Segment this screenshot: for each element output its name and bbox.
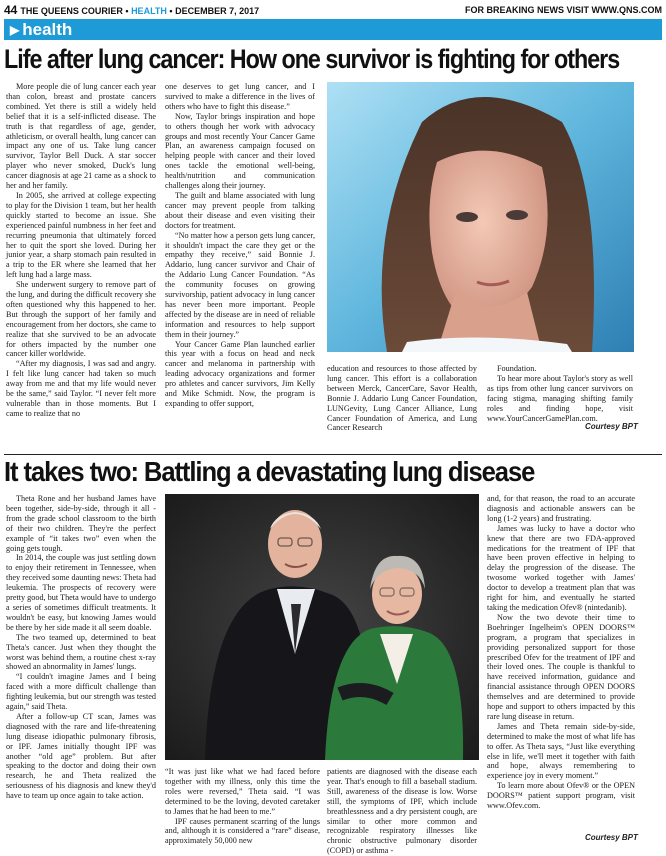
paragraph: In 2005, she arrived at college expecting to play for the Division 1 team, but her health quickly started to become an issue. She experienced painful numbness in her feet and recurring pneumonia that ultimately forced her to quit the sport she loved. During her junior year, a sharp stomach pain resulted in a trip to the ER where she learned that her left lung had a large mass. [6, 190, 156, 280]
paragraph: She underwent surgery to remove part of the lung, and during the difficult recovery she often questioned why this happened to her. But through the support of her family and encouragement from her doctors, she came to realize that she survived to be an advocate for others impacted by the number one cancer killer worldwide. [6, 280, 156, 359]
paragraph: one deserves to get lung cancer, and I survived to make a difference in the lives of others who have to fight this disease.” [165, 82, 315, 111]
masthead-separator: • [125, 6, 129, 16]
couple-photo [165, 494, 479, 760]
paragraph: and, for that reason, the road to an accurate diagnosis and actionable answers can be long (1-2 years) and frustrating. [487, 494, 635, 523]
article1-column-2 [165, 82, 315, 448]
article1-headline: Life after lung cancer: How one survivor is fighting for others [4, 44, 620, 74]
section-name: HEALTH [131, 6, 167, 16]
paragraph: To learn more about Ofev® or the OPEN DOORS™ patient support program, visit www.Ofev.com. [487, 781, 635, 811]
section-bar-label: health [22, 19, 73, 39]
paragraph: To hear more about Taylor's story as well as tips from other lung cancer survivors on facing stigma, managing shifting family roles and finding hope, visit www.YourCancerGamePlan.com. [487, 373, 633, 423]
paragraph: “I couldn't imagine James and I being faced with a more difficult challenge than fighting leukemia, but our strength was tested again,” said Theta. [6, 672, 156, 712]
masthead-left [4, 3, 259, 17]
article2-column-4 [487, 494, 635, 831]
paragraph: James and Theta remain side-by-side, determined to make the most of what life has to offer. As Theta says, “Just like everything else in life, we'll meet it together with faith and hope, always remembering to experience joy in every moment.” [487, 721, 635, 781]
article-divider [4, 454, 662, 455]
section-bar [4, 19, 662, 40]
issue-date: DECEMBER 7, 2017 [175, 6, 260, 16]
paragraph: IPF causes permanent scarring of the lungs and, although it is considered a “rare” disease, approximately 50,000 new [165, 816, 320, 846]
paragraph: Now the two devote their time to Boehringer Ingelheim's OPEN DOORS™ program, a program that specializes in providing personalized support for those prescribed Ofev for the treatment of IPF and their loved ones. The couple is thankful to have received information, guidance and financial assistance through OPEN DOORS themselves and are determined to provide hope and support to others impacted by this rare lung disease in return. [487, 612, 635, 721]
page-number: 44 [4, 3, 18, 17]
portrait-illustration [327, 82, 634, 352]
article2-headline: It takes two: Battling a devastating lung disease [4, 456, 535, 487]
paragraph: “No matter how a person gets lung cancer, it shouldn't impact the care they get or the empathy they receive,” said Bonnie J. Addario, lung cancer survivor and Chair of the Addario Lung Cancer Foundation. “As the community focuses on growing survivorship, patient advocacy in lung cancer has never been more important. People affected by the disease are in need of reliable information and resources to help support them in their journey.” [165, 230, 315, 339]
chevron-right-icon: ▶ [10, 22, 20, 37]
paragraph: The guilt and blame associated with lung cancer may prevent people from talking about their disease and even visiting their doctors for treatment. [165, 190, 315, 230]
article1-column-3 [327, 364, 477, 448]
paragraph: “After my diagnosis, I was sad and angry. I felt like lung cancer had taken so much away from me and that my life would never be the same,” said Taylor. “I never felt more vulnerable than in those moments. But I came to realize that no [6, 359, 156, 418]
masthead-separator: • [169, 6, 173, 16]
paragraph: education and resources to those affected by lung cancer. This effort is a collaboration between Merck, CancerCare, Savor Health, Bonnie J. Addario Lung Cancer Foundation, LUNGevity, Lung Cancer Alliance, Lung Cancer Foundation of America, and Lung Cancer Research [327, 364, 477, 433]
article2-photo-credit: Courtesy BPT [585, 833, 638, 842]
paragraph: More people die of lung cancer each year than colon, breast and prostate cancers combined. Yet there is still a widely held belief that it is a self-inflicted disease. The truth is that regardless of age, gender, athleticism, or overall health, lung cancer can impact any one of us. Take lung cancer survivor, Taylor Bell Duck. A star soccer player who never smoked, Duck's lung cancer diagnosis at age 21 came as a shock to her and her family. [6, 82, 156, 191]
paragraph: In 2014, the couple was just settling down to enjoy their retirement in Tennessee, when they received some daunting news: Theta had leukemia. The prospects of recovery were pretty good, but Theta would have to undergo a series of sometimes difficult treatments. It wouldn't be easy, but knowing James would be there by her side made it all seem doable. [6, 553, 156, 632]
paragraph: “It was just like what we had faced before together with my illness, only this time the roles were reversed,” Theta said. “I was determined to be the loving, devoted caretaker to James that he had been to me.” [165, 767, 320, 816]
paragraph: After a follow-up CT scan, James was diagnosed with the rare and life-threatening lung disease idiopathic pulmonary fibrosis, or IPF. James initially thought IPF was another “old age” problem. But after speaking to the doctor and doing their own research, he and Theta realized the seriousness of his diagnosis and knew they'd have to team up once again to take action. [6, 711, 156, 801]
article1-photo-credit: Courtesy BPT [585, 422, 638, 431]
masthead [4, 3, 662, 17]
paragraph: Your Cancer Game Plan launched earlier this year with a focus on head and neck cancer and melanoma in partnership with leading advocacy organizations and former pro athletes and cancer survivors, Jim Kelly and Mike Schmidt. Now, the program is expanding to offer support, [165, 339, 315, 408]
breaking-news-link[interactable]: FOR BREAKING NEWS VISIT WWW.QNS.COM [465, 5, 662, 15]
paragraph: Now, Taylor brings inspiration and hope to others though her work with advocacy groups and most recently Your Cancer Game Plan, an awareness campaign focused on helping people with cancer and their loved ones tackle the emotional well-being, health/nutrition and communication challenges along their journey. [165, 111, 315, 191]
paragraph: James was lucky to have a doctor who knew that there are two FDA-approved medications for the treatment of IPF that have been proven effective in helping to delay the progression of the disease. The twosome worked together with James' doctor to develop a treatment plan that was right for him, and eventually he started taking the medication Ofev® (nintedanib). [487, 523, 635, 612]
paper-name: THE QUEENS COURIER [20, 6, 123, 16]
article2-column-1 [6, 494, 156, 844]
article2-column-2 [165, 767, 320, 845]
article2-column-3 [327, 767, 477, 856]
paragraph: The two teamed up, determined to beat Theta's cancer. Just when they thought the worst was behind them, a routine chest x-ray showed an abnormality in James' lungs. [6, 632, 156, 672]
portrait-photo [327, 82, 634, 352]
couple-illustration [165, 494, 479, 760]
paragraph: Theta Rone and her husband James have been together, side-by-side, through it all - from the grade school classroom to the birth of their two children. They're the perfect example of “it takes two” even when the going gets tough. [6, 494, 156, 553]
paragraph: Foundation. [497, 364, 537, 373]
paragraph: patients are diagnosed with the disease each year. That's enough to fill a baseball stadium. Still, awareness of the disease is low. Worse still, the symptoms of IPF, which include breathlessness and a dry persistent cough, are similar to other more common and recognizable respiratory illnesses like chronic obstructive pulmonary disorder (COPD) or asthma - [327, 767, 477, 856]
article1-column-1 [6, 82, 156, 448]
